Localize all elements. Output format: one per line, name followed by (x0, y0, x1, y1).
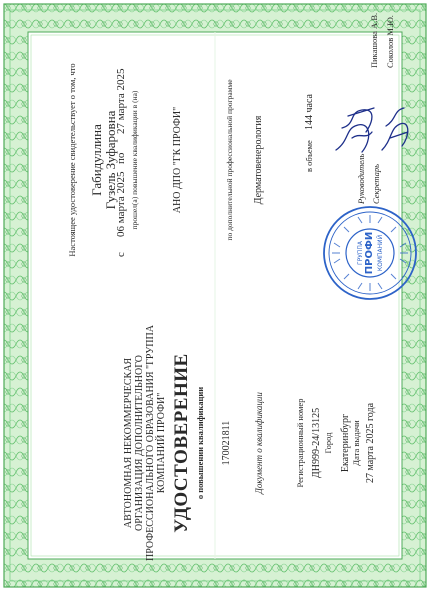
svg-text:ГРУППА: ГРУППА (357, 240, 364, 266)
certificate-page: АВТОНОМНАЯ НЕКОММЕРЧЕСКАЯ ОРГАНИЗАЦИЯ ДОПОЛНИТЕЛЬНОГО ПРОФЕССИОНАЛЬНОГО ОБРАЗОВАНИЯ "ГРУППА КОМПАНИЙ ПРОФИ" УДОСТОВЕРЕНИЕ о повышении квалификации 170021811 Документ о квалификации Регистрационный номер ДН999-24/13125 Город Екатеринбург Дата выдачи 27 марта 2025 года Настоящее удостоверение свидетельствует о том, что Габидуллина Гузель Зуфаровна с 06 марта 2025 по 27 марта 2025 прошел(а) повышение квалификации в (на) АНО ДПО "ГК ПРОФИ" по дополнительной профессиональной программе Дерматовенерология в объеме 144 часа Руководитель Секретарь Пикашова А.В. Соколов М.Ю. ПРОФИ ГРУППА КОМПАНИЙ (0, 0, 430, 591)
svg-text:ПРОФИ: ПРОФИ (364, 231, 375, 275)
svg-text:КОМПАНИЙ: КОМПАНИЙ (377, 234, 384, 272)
